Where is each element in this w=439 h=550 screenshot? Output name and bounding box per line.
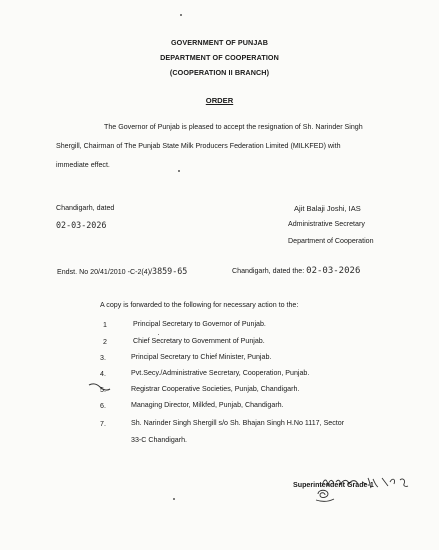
superintendent-designation: Superintendent Grade-1 bbox=[293, 481, 374, 489]
signatory-designation: Administrative Secretary bbox=[288, 220, 365, 228]
order-title: ORDER bbox=[205, 96, 234, 105]
endorsement-number bbox=[57, 267, 187, 276]
header-department: DEPARTMENT OF COOPERATION bbox=[160, 53, 279, 62]
endorsement-handwritten-number: 3859-65 bbox=[152, 266, 188, 276]
place-dated: Chandigarh, dated bbox=[56, 204, 115, 212]
endorsement-prefix: Endst. No 20/41/2010 -C-2(4)/ bbox=[57, 268, 153, 276]
recipient-text: Managing Director, Milkfed, Punjab, Chandigarh. bbox=[131, 401, 284, 409]
recipient-number: 5. bbox=[100, 386, 106, 394]
body-line-2: Shergill, Chairman of The Punjab State Milk Producers Federation Limited (MILKFED) with bbox=[56, 142, 341, 150]
scan-speck bbox=[158, 334, 159, 335]
header-government: GOVERNMENT OF PUNJAB bbox=[170, 38, 269, 47]
recipient-text: Chief Secretary to Government of Punjab. bbox=[133, 337, 265, 345]
scan-speck bbox=[178, 170, 180, 172]
body-line-1: The Governor of Punjab is pleased to accept the resignation of Sh. Narinder Singh bbox=[104, 123, 363, 131]
recipient-text: Principal Secretary to Governor of Punjab. bbox=[133, 320, 266, 328]
endorsement-dated bbox=[232, 267, 360, 276]
recipient-text-continued: 33-C Chandigarh. bbox=[131, 436, 187, 444]
scan-speck bbox=[180, 14, 182, 16]
checkmark-icon bbox=[88, 381, 112, 395]
recipient-number: 1 bbox=[103, 321, 107, 329]
endorsement-handwritten-date: 02-03-2026 bbox=[306, 266, 361, 276]
header-branch: (COOPERATION II BRANCH) bbox=[169, 68, 270, 77]
copy-intro: A copy is forwarded to the following for necessary action to the: bbox=[100, 301, 299, 309]
signatory-name: Ajit Balaji Joshi, IAS bbox=[294, 204, 361, 213]
recipient-number: 3. bbox=[100, 354, 106, 362]
recipient-text: Pvt.Secy./Administrative Secretary, Cooperation, Punjab. bbox=[131, 369, 310, 377]
endorsement-dated-label: Chandigarh, dated the: bbox=[232, 267, 305, 275]
recipient-number: 7. bbox=[100, 420, 106, 428]
initials-mark-icon bbox=[312, 486, 338, 504]
scan-speck bbox=[173, 498, 175, 500]
recipient-number: 2 bbox=[103, 338, 107, 346]
order-date: 02-03-2026 bbox=[56, 220, 107, 230]
recipient-text: Principal Secretary to Chief Minister, Punjab. bbox=[131, 353, 272, 361]
recipient-number: 6. bbox=[100, 402, 106, 410]
recipient-text: Registrar Cooperative Societies, Punjab, Chandigarh. bbox=[131, 385, 300, 393]
recipient-number: 4. bbox=[100, 370, 106, 378]
body-line-3: immediate effect. bbox=[56, 161, 110, 169]
signatory-department: Department of Cooperation bbox=[288, 237, 374, 245]
recipient-text: Sh. Narinder Singh Shergill s/o Sh. Bhajan Singh H.No 1117, Sector bbox=[131, 419, 345, 427]
